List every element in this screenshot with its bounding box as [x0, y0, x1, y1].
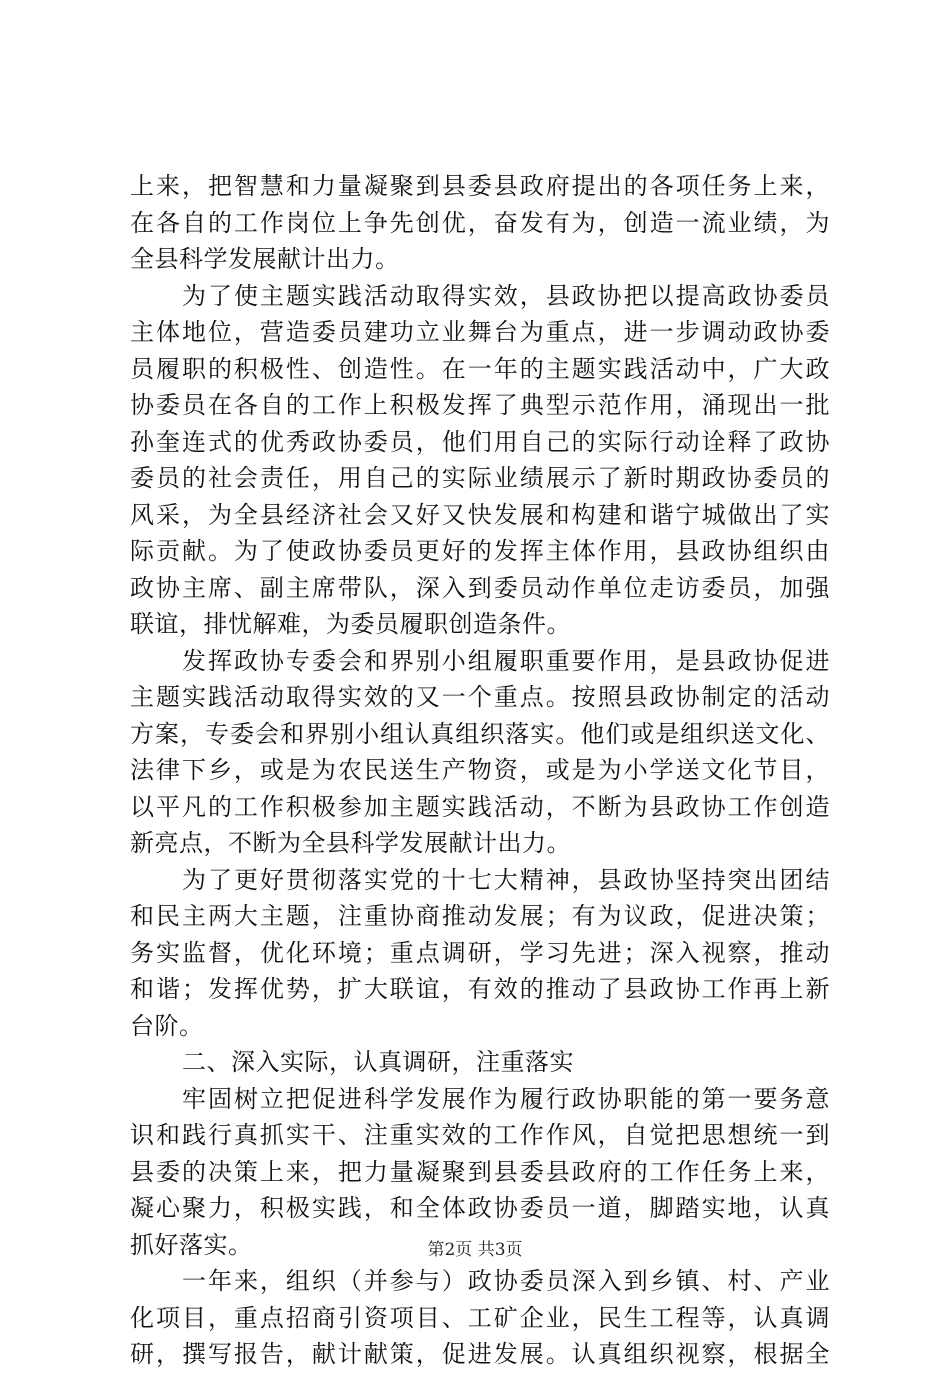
text-line: 际贡献。为了使政协委员更好的发挥主体作用，县政协组织由	[130, 537, 830, 565]
text-line: 抓好落实。	[130, 1230, 253, 1259]
page-footer: 第2页 共3页	[427, 1240, 523, 1260]
text-line: 二、深入实际，认真调研，注重落实	[182, 1048, 574, 1076]
text-line: 全县科学发展献计出力。	[130, 245, 400, 273]
text-line: 员履职的积极性、创造性。在一年的主题实践活动中，广大政	[130, 354, 830, 383]
document-body	[130, 168, 830, 1373]
text-line: 牢固树立把促进科学发展作为履行政协职能的第一要务意	[182, 1084, 830, 1113]
text-line: 联谊，排忧解难，为委员履职创造条件。	[130, 610, 571, 638]
text-line: 法律下乡，或是为农民送生产物资，或是为小学送文化节目，	[130, 756, 830, 784]
text-line: 化项目，重点招商引资项目、工矿企业，民生工程等，认真调	[130, 1303, 830, 1332]
text-line: 在各自的工作岗位上争先创优，奋发有为，创造一流业绩，为	[130, 208, 830, 237]
text-line: 和谐；发挥优势，扩大联谊，有效的推动了县政协工作再上新	[130, 975, 830, 1003]
text-line: 上来，把智慧和力量凝聚到县委县政府提出的各项任务上来，	[130, 172, 830, 200]
text-line: 凝心聚力，积极实践，和全体政协委员一道，脚踏实地，认真	[130, 1194, 830, 1222]
text-line: 识和践行真抓实干、注重实效的工作作风，自觉把思想统一到	[130, 1121, 830, 1149]
text-line: 风采，为全县经济社会又好又快发展和构建和谐宁城做出了实	[130, 500, 830, 529]
text-line: 孙奎连式的优秀政协委员，他们用自己的实际行动诠释了政协	[130, 427, 830, 456]
text-line: 以平凡的工作积极参加主题实践活动，不断为县政协工作创造	[130, 792, 830, 821]
text-line: 为了更好贯彻落实党的十七大精神，县政协坚持突出团结	[182, 865, 830, 894]
text-line: 政协主席、副主席带队，深入到委员动作单位走访委员，加强	[130, 573, 830, 602]
text-line: 新亮点，不断为全县科学发展献计出力。	[130, 829, 571, 857]
text-line: 协委员在各自的工作上积极发挥了典型示范作用，涌现出一批	[130, 391, 830, 419]
text-line: 和民主两大主题，注重协商推动发展；有为议政，促进决策；	[130, 902, 830, 930]
text-line: 主题实践活动取得实效的又一个重点。按照县政协制定的活动	[130, 683, 830, 711]
text-line: 为了使主题实践活动取得实效，县政协把以提高政协委员	[182, 281, 830, 310]
text-line: 一年来，组织（并参与）政协委员深入到乡镇、村、产业	[182, 1267, 830, 1295]
text-line: 委员的社会责任，用自己的实际业绩展示了新时期政协委员的	[130, 464, 830, 492]
text-line: 方案，专委会和界别小组认真组织落实。他们或是组织送文化、	[130, 719, 830, 748]
text-line: 台阶。	[130, 1011, 204, 1040]
text-line: 主体地位，营造委员建功立业舞台为重点，进一步调动政协委	[130, 318, 830, 346]
text-line: 研，撰写报告，献计献策，促进发展。认真组织视察，根据全	[130, 1340, 830, 1368]
text-line: 县委的决策上来，把力量凝聚到县委县政府的工作任务上来，	[130, 1157, 830, 1186]
text-line: 务实监督，优化环境；重点调研，学习先进；深入视察，推动	[130, 938, 830, 967]
text-line: 发挥政协专委会和界别小组履职重要作用，是县政协促进	[182, 646, 830, 675]
